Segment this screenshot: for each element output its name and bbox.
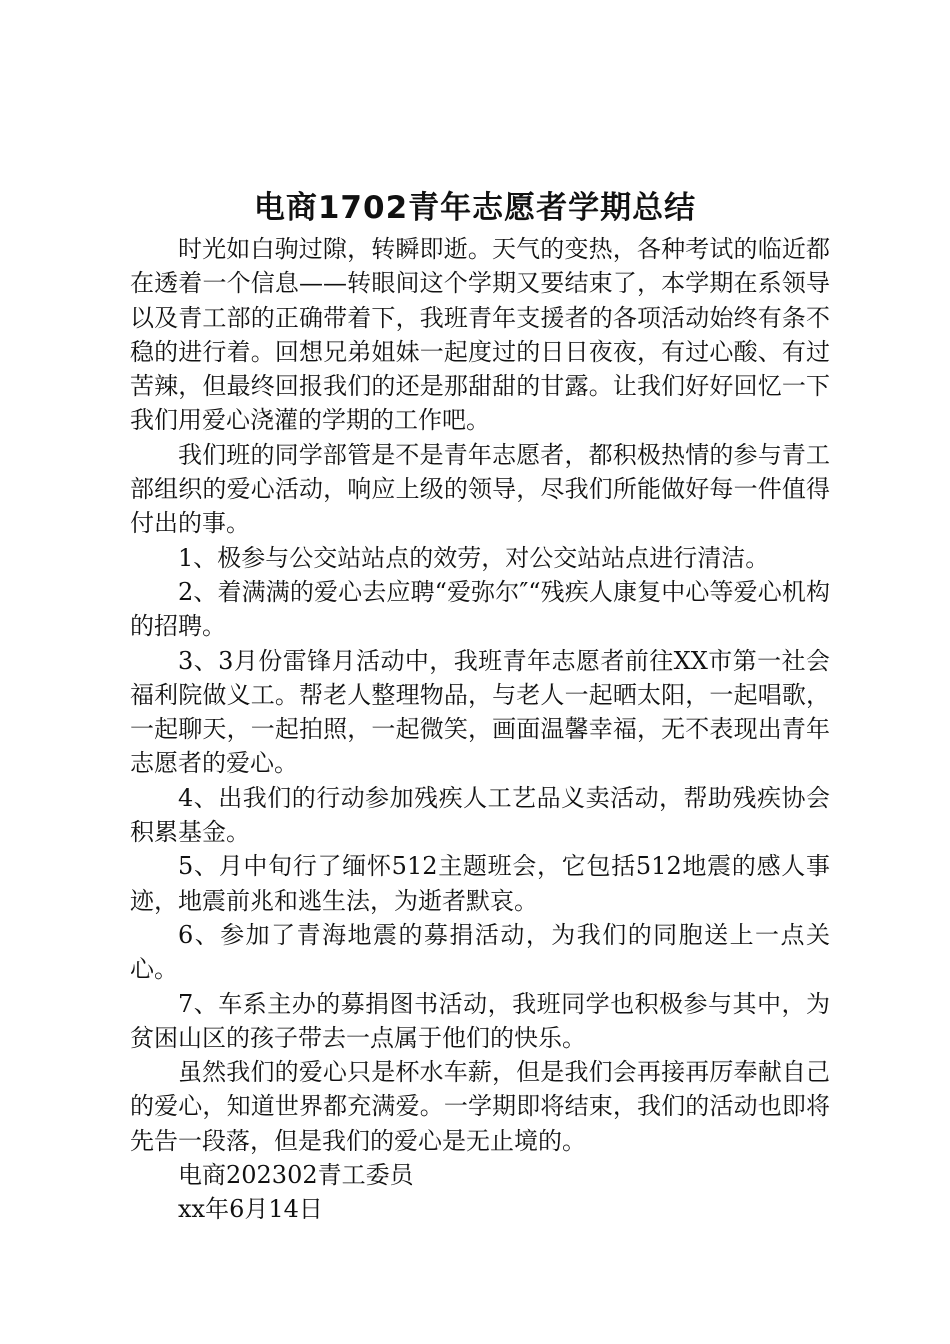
page-title: 电商1702青年志愿者学期总结	[253, 190, 697, 226]
list-item-7: 7、车系主办的募捐图书活动，我班同学也积极参与其中，为贫困山区的孩子带去一点属于他们的快乐。	[130, 989, 830, 1052]
list-item-3: 3、3月份雷锋月活动中，我班青年志愿者前往XX市第一社会福利院做义工。帮老人整理物品，与老人一起晒太阳，一起唱歌，一起聊天，一起拍照，一起微笑，画面温馨幸福，无不表现出青年志愿者的爱心。	[130, 646, 830, 778]
list-item-2: 2、着满满的爱心去应聘“爱弥尔″“残疾人康复中心等爱心机构的招聘。	[130, 577, 830, 641]
document-body	[130, 232, 830, 1227]
list-item-6: 6、参加了青海地震的募捐活动，为我们的同胞送上一点关心。	[130, 920, 830, 984]
signature: 电商202302青工委员	[178, 1161, 414, 1190]
paragraph-conclusion: 虽然我们的爱心只是杯水车薪，但是我们会再接再厉奉献自己的爱心，知道世界都充满爱。一学期即将结束，我们的活动也即将先告一段落，但是我们的爱心是无止境的。	[130, 1058, 830, 1155]
list-item-5: 5、月中旬行了缅怀512主题班会，它包括512地震的感人事迹，地震前兆和逃生法，为逝者默哀。	[130, 852, 830, 915]
date: xx年6月14日	[178, 1195, 323, 1224]
paragraph-intro: 时光如白驹过隙，转瞬即逝。天气的变热，各种考试的临近都在透着一个信息——转眼间这个学期又要结束了，本学期在系领导以及青工部的正确带着下，我班青年支援者的各项活动始终有条不稳的进行着。回想兄弟姐妹一起度过的日日夜夜，有过心酸、有过苦辣，但最终回报我们的还是那甜甜的甘露。让我们好好回忆一下我们用爱心浇灌的学期的工作吧。	[130, 235, 830, 435]
paragraph-participation: 我们班的同学部管是不是青年志愿者，都积极热情的参与青工部组织的爱心活动，响应上级的领导，尽我们所能做好每一件值得付出的事。	[130, 440, 830, 538]
list-item-4: 4、出我们的行动参加残疾人工艺品义卖活动，帮助残疾协会积累基金。	[130, 783, 830, 847]
list-item-1: 1、极参与公交站站点的效劳，对公交站站点进行清洁。	[178, 543, 770, 572]
